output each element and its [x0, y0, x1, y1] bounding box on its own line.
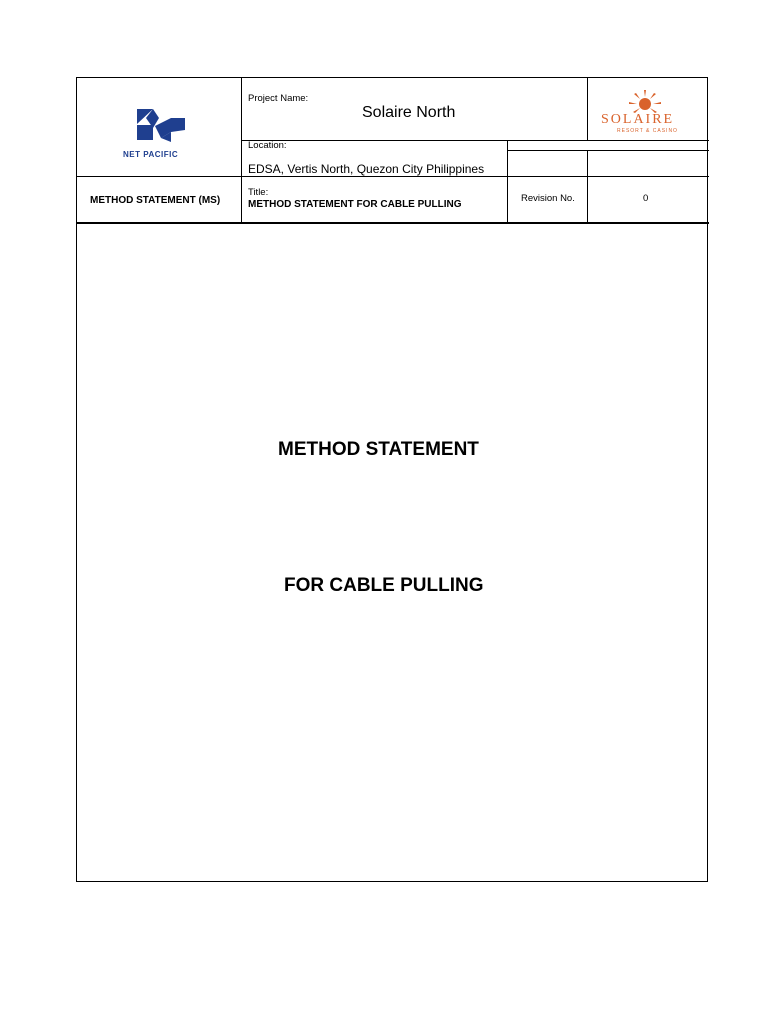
rule-right-top	[507, 140, 709, 141]
project-name-label: Project Name:	[248, 93, 309, 104]
title-value: METHOD STATEMENT FOR CABLE PULLING	[248, 199, 462, 210]
logo-shape-5	[171, 118, 185, 132]
rule-titlebar-bottom	[77, 222, 709, 224]
rule-mid-column	[507, 140, 508, 223]
logo-shape-3	[137, 125, 153, 140]
rule-client-left	[587, 78, 588, 140]
rule-right-mid	[507, 150, 709, 151]
document-type: METHOD STATEMENT (MS)	[90, 195, 221, 206]
location-label: Location:	[248, 140, 287, 151]
heading-line-2: FOR CABLE PULLING	[284, 575, 484, 596]
company-logo	[105, 86, 215, 166]
heading-line-1: METHOD STATEMENT	[278, 439, 479, 460]
document-frame	[76, 77, 708, 882]
client-logo-subtext: RESORT & CASINO	[617, 128, 678, 134]
title-label: Title:	[248, 187, 269, 198]
location-value: EDSA, Vertis North, Quezon City Philippines	[248, 162, 485, 176]
company-logo-text: NET PACIFIC	[123, 150, 179, 159]
revision-value: 0	[643, 193, 649, 204]
rule-header-bottom	[77, 176, 709, 177]
net-pacific-logo-icon	[105, 94, 215, 154]
project-name-value: Solaire North	[362, 104, 456, 121]
rule-logo-right	[241, 78, 242, 223]
client-logo	[589, 84, 707, 138]
client-logo-text: SOLAIRE	[601, 112, 675, 127]
revision-label: Revision No.	[521, 193, 575, 204]
rule-revision-right	[587, 150, 588, 223]
